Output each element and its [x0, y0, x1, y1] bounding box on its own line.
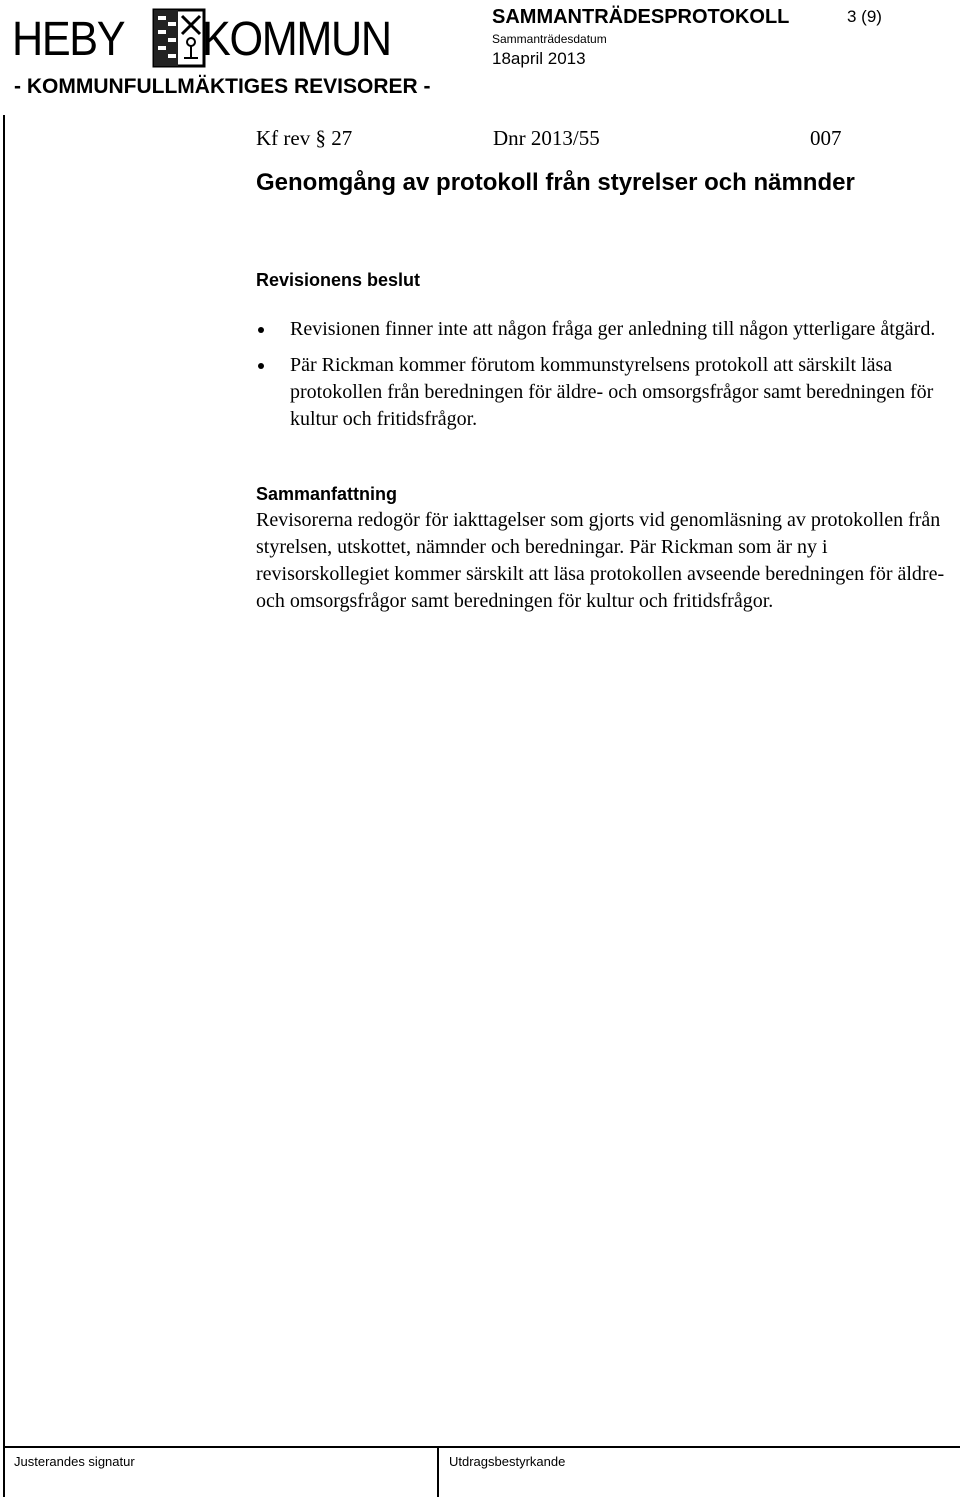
footer-column-divider — [437, 1446, 439, 1497]
decision-item-text: Pär Rickman kommer förutom kommunstyrelsens protokoll att särskilt läsa protokollen från beredningen för äldre- och omsorgsfrågor samt beredningen för kultur och fritidsfrågor. — [290, 354, 934, 430]
case-code: 007 — [810, 126, 842, 150]
organisation-subtitle: - KOMMUNFULLMÄKTIGES REVISORER - — [14, 75, 431, 98]
footer-signature-label: Justerandes signatur — [14, 1454, 135, 1469]
page-number: 3 (9) — [847, 7, 882, 26]
summary-text: Revisorerna redogör för iakttagelser som gjorts vid genomläsning av protokollen från styrelsen, utskottet, nämnder och beredningar. Pär Rickman som är ny i revisorskollegiet kommer särskilt att läsa protokollen avseende beredningen för äldre- och omsorgsfrågor samt beredningen för kultur och fritidsfrågor. — [256, 509, 945, 612]
document-title: SAMMANTRÄDESPROTOKOLL — [492, 6, 790, 28]
decision-list — [256, 316, 936, 442]
meeting-date-label: Sammanträdesdatum — [492, 32, 607, 46]
case-title: Genomgång av protokoll från styrelser och nämnder — [256, 169, 855, 196]
case-dnr: Dnr 2013/55 — [493, 126, 600, 150]
decision-item-text: Revisionen finner inte att någon fråga ger anledning till någon ytterligare åtgärd. — [290, 318, 936, 340]
logo-word-kommun: KOMMUN — [202, 13, 391, 66]
footer-divider — [3, 1446, 960, 1448]
heby-crest-icon — [152, 8, 206, 68]
list-item — [256, 316, 936, 343]
bullet-icon — [258, 363, 264, 369]
list-item — [256, 352, 936, 433]
summary-heading: Sammanfattning — [256, 484, 398, 504]
heby-kommun-logo — [12, 4, 404, 68]
logo-word-heby: HEBY — [12, 13, 125, 66]
decision-heading: Revisionens beslut — [256, 270, 421, 290]
case-reference: Kf rev § 27 — [256, 126, 353, 150]
meeting-date: 18april 2013 — [492, 49, 586, 68]
footer-certification-label: Utdragsbestyrkande — [449, 1454, 566, 1469]
bullet-icon — [258, 327, 264, 333]
left-margin-line — [3, 115, 5, 1497]
